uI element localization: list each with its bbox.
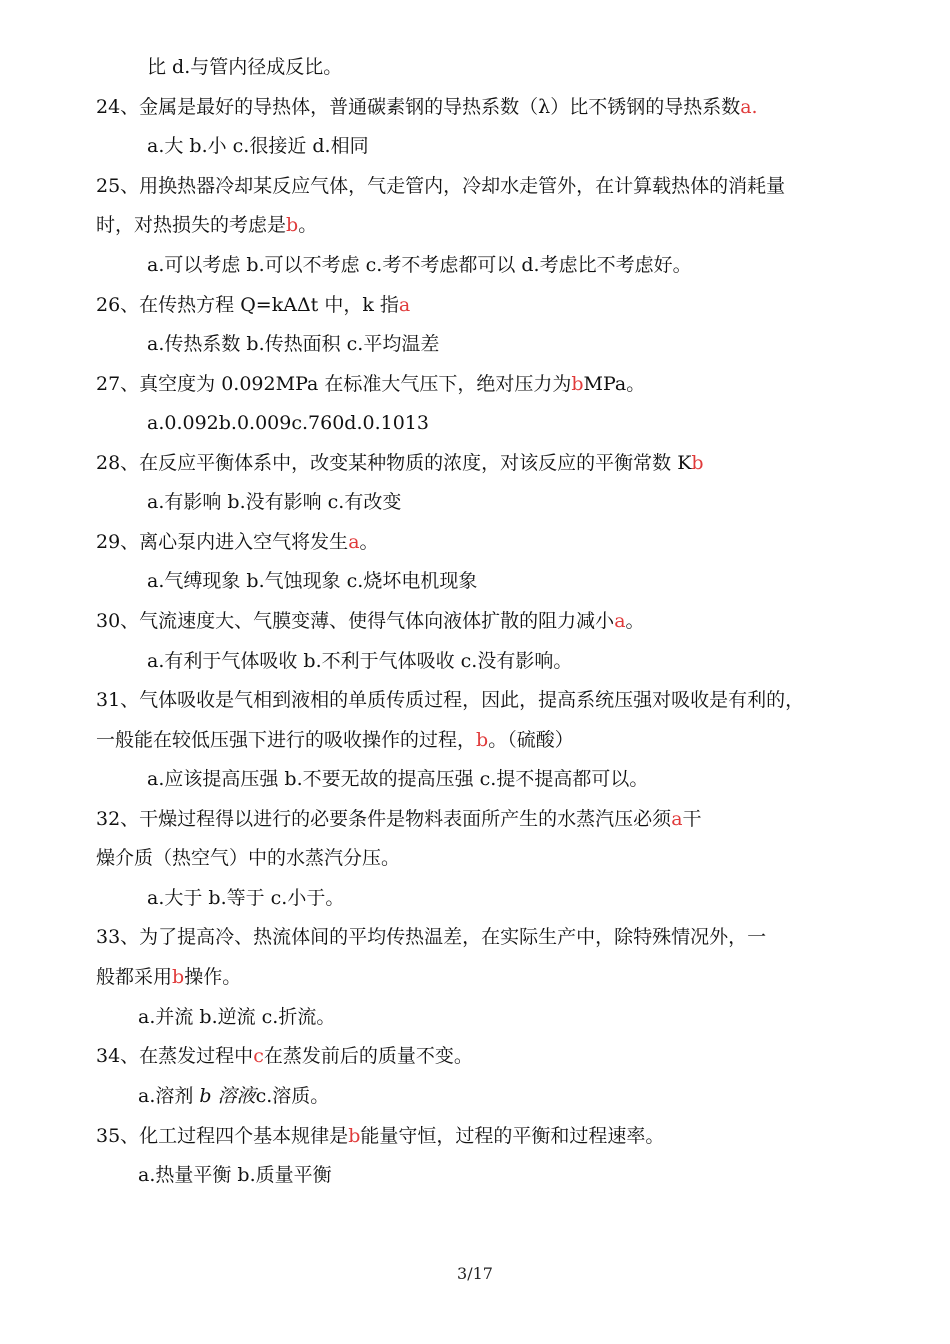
question-30: 30、气流速度大、气膜变薄、使得气体向液体扩散的阻力减小a。 [96,610,645,632]
options-25: a.可以考虑 b.可以不考虑 c.考不考虑都可以 d.考虑比不考虑好。 [147,254,692,276]
answer-mark: c [253,1045,264,1067]
options-29: a.气缚现象 b.气蚀现象 c.烧坏电机现象 [147,570,478,592]
question-34: 34、在蒸发过程中c在蒸发前后的质量不变。 [96,1045,473,1067]
question-33-cont: 般都采用b操作。 [96,966,242,988]
options-24: a.大 b.小 c.很接近 d.相同 [147,135,369,157]
answer-mark: b [286,214,299,236]
answer-mark: a [348,531,360,553]
question-28: 28、在反应平衡体系中，改变某种物质的浓度，对该反应的平衡常数 Kb [96,452,704,474]
question-31-cont: 一般能在较低压强下进行的吸收操作的过程，b。（硫酸） [96,729,574,751]
question-33: 33、为了提高冷、热流体间的平均传热温差，在实际生产中，除特殊情况外，一 [96,926,767,948]
answer-mark: a [614,610,626,632]
question-26: 26、在传热方程 Q=kAΔt 中，k 指a [96,294,411,316]
options-32: a.大于 b.等于 c.小于。 [147,887,345,909]
question-32: 32、干燥过程得以进行的必要条件是物料表面所产生的水蒸汽压必须a干 [96,808,702,830]
options-28: a.有影响 b.没有影响 c.有改变 [147,491,402,513]
question-32-cont: 燥介质（热空气）中的水蒸汽分压。 [96,847,401,869]
question-35: 35、化工过程四个基本规律是b能量守恒，过程的平衡和过程速率。 [96,1125,665,1147]
options-30: a.有利于气体吸收 b.不利于气体吸收 c.没有影响。 [147,650,573,672]
answer-mark: a [398,294,411,316]
answer-mark: b [348,1125,361,1147]
question-24: 24、金属是最好的导热体，普通碳素钢的导热系数（λ）比不锈钢的导热系数a. [96,96,758,118]
options-35: a.热量平衡 b.质量平衡 [138,1164,332,1186]
question-31: 31、气体吸收是气相到液相的单质传质过程，因此，提高系统压强对吸收是有利的， [96,689,805,711]
answer-mark: b [172,966,185,988]
question-29: 29、离心泵内进入空气将发生a。 [96,531,379,553]
answer-mark: b [476,729,489,751]
page-number: 3/17 [457,1264,493,1283]
question-27: 27、真空度为 0.092MPa 在标准大气压下，绝对压力为bMPa。 [96,373,646,395]
answer-mark: b [691,452,704,474]
options-26: a.传热系数 b.传热面积 c.平均温差 [147,333,440,355]
answer-mark: a [671,808,683,830]
text-line: 比 d.与管内径成反比。 [147,56,343,78]
options-33: a.并流 b.逆流 c.折流。 [138,1006,336,1028]
question-25: 25、用换热器冷却某反应气体，气走管内，冷却水走管外，在计算载热体的消耗量 [96,175,786,197]
answer-mark: a. [740,96,758,118]
options-34: a.溶剂 b 溶液c.溶质。 [138,1085,330,1107]
question-25-cont: 时，对热损失的考虑是b。 [96,214,318,236]
options-27: a.0.092b.0.009c.760d.0.1013 [147,412,429,434]
options-31: a.应该提高压强 b.不要无故的提高压强 c.提不提高都可以。 [147,768,649,790]
answer-mark: b [571,373,584,395]
